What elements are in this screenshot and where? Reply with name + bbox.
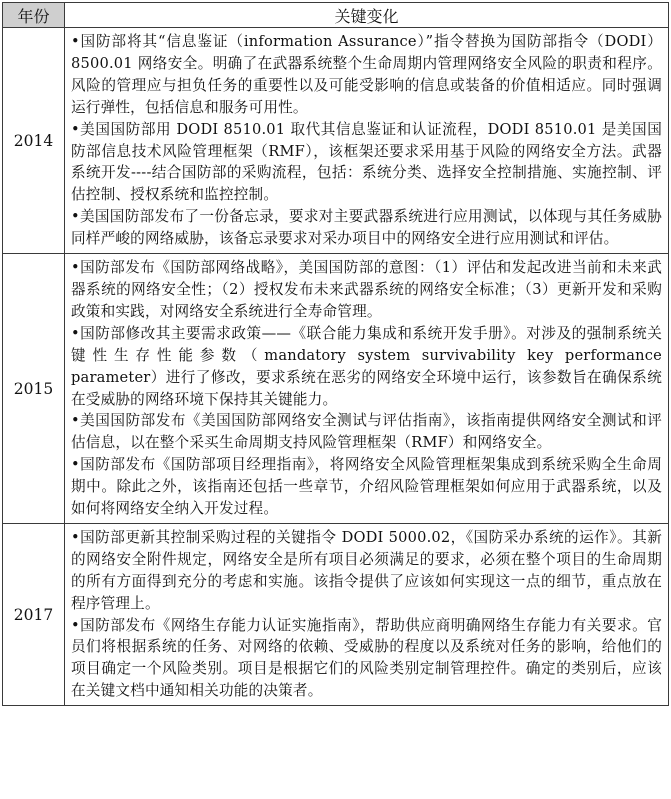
year-cell: 2015 [3, 254, 65, 524]
change-item: •国防部将其“信息鉴证（information Assurance）”指令替换为国防部指令（DODI）8500.01 网络安全。明确了在武器系统整个生命周期内管理网络安全风险的职责和程序。风险的管理应与担负任务的重要性以及可能受影响的信息或装备的价值相适应。同时强调运行弹性，包括信息和服务可用性。 [71, 33, 662, 116]
year-header: 年份 [3, 3, 65, 28]
table-row [3, 254, 669, 524]
key-changes-table [2, 2, 669, 706]
change-item: •国防部发布《网络生存能力认证实施指南》，帮助供应商明确网络生存能力有关要求。官员们将根据系统的任务、对网络的依赖、受威胁的程度以及系统对任务的影响，给他们的项目确定一个风险类别。项目是根据它们的风险类别定制管理控件。确定的类别后，应该在关键文档中通知相关功能的决策者。 [71, 616, 662, 700]
change-header: 关键变化 [65, 3, 669, 28]
change-item: •国防部发布《国防部项目经理指南》，将网络安全风险管理框架集成到系统采购全生命周期中。除此之外，该指南还包括一些章节，介绍风险管理框架如何应用于武器系统，以及如何将网络安全纳入开发过程。 [71, 456, 662, 518]
year-cell: 2017 [3, 523, 65, 705]
change-item: •美国国防部用 DODI 8510.01 取代其信息鉴证和认证流程，DODI 8510.01 是美国国防部信息技术风险管理框架（RMF），该框架还要求采用基于风险的网络安全方法。武器系统开发----结合国防部的采购流程，包括：系统分类、选择安全控制措施、实施控制、评估控制、授权系统和监控控制。 [71, 120, 662, 204]
changes-cell [65, 523, 669, 705]
change-item: •国防部发布《国防部网络战略》，美国国防部的意图：（1）评估和发起改进当前和未来武器系统的网络安全性；（2）授权发布未来武器系统的网络安全标准；（3）更新开发和采购政策和实践，对网络安全系统进行全寿命管理。 [71, 259, 662, 320]
change-item: •国防部修改其主要需求政策——《联合能力集成和系统开发手册》。对涉及的强制系统关键性生存性能参数（mandatory system survivability key performance parameter）进行了修改，要求系统在恶劣的网络安全环境中运行，该参数旨在确保系统在受威胁的网络环境下保持其关键能力。 [71, 324, 662, 408]
year-cell: 2014 [3, 28, 65, 254]
changes-cell [65, 254, 669, 524]
table-row [3, 523, 669, 705]
change-item: •美国国防部发布了一份备忘录，要求对主要武器系统进行应用测试，以体现与其任务威胁同样严峻的网络威胁，该备忘录要求对采办项目中的网络安全进行应用测试和评估。 [71, 208, 662, 248]
table-row [3, 28, 669, 254]
header-row [3, 3, 669, 28]
change-item: •国防部更新其控制采购过程的关键指令 DODI 5000.02，《国防采办系统的运作》。其新的网络安全附件规定，网络安全是所有项目必须满足的要求，必须在整个项目的生命周期的所有方面得到充分的考虑和实施。该指令提供了应该如何实现这一点的细节，重点放在程序管理上。 [71, 528, 662, 612]
change-item: •美国国防部发布《美国国防部网络安全测试与评估指南》，该指南提供网络安全测试和评估信息，以在整个采买生命周期支持风险管理框架（RMF）和网络安全。 [71, 412, 662, 452]
changes-cell [65, 28, 669, 254]
